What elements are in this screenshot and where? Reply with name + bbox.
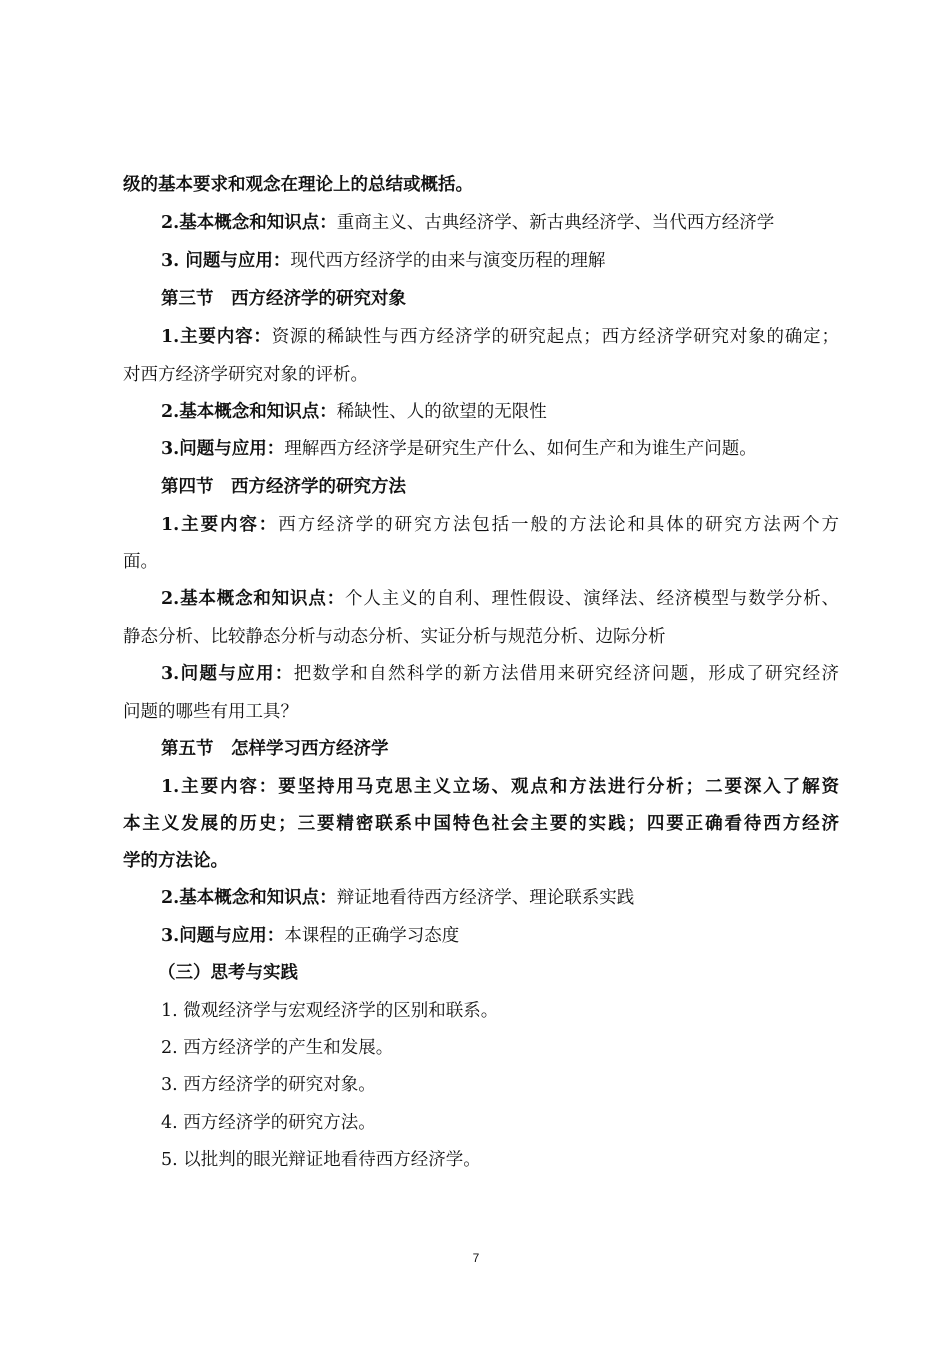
section-heading [161,474,839,500]
text: 稀缺性、人的欲望的无限性 [336,402,547,422]
label: 3.问题与应用： [161,439,285,459]
content-line [161,774,839,800]
list-item [161,1147,839,1173]
text: 把数学和自然科学的新方法借用来研究经济问题，形成了研究经济 [293,664,839,684]
question-continuation [123,699,839,725]
label: 3. 问题与应用： [161,251,291,271]
question-line [161,436,839,462]
label: 2.基本概念和知识点： [161,402,337,422]
concepts-line [161,210,839,236]
label: 1.主要内容： [161,515,279,535]
label: 2.基本概念和知识点： [161,589,346,609]
text: 理解西方经济学是研究生产什么、如何生产和为谁生产问题。 [284,439,757,459]
question-line [161,661,839,687]
label: 2.基本概念和知识点： [161,213,337,233]
text: 资源的稀缺性与西方经济学的研究起点；西方经济学研究对象的确定； [271,327,839,347]
label: 3.问题与应用： [161,926,285,946]
text: 1. 微观经济学与宏观经济学的区别和联系。 [161,1001,499,1021]
list-item [161,1072,839,1098]
concepts-continuation [123,624,839,650]
question-line [161,248,839,274]
content-continuation [123,811,839,837]
content-continuation [123,362,839,388]
text: 4. 西方经济学的研究方法。 [161,1113,376,1133]
page-number: 7 [472,1251,480,1265]
label: 3.问题与应用： [161,664,294,684]
text: 2. 西方经济学的产生和发展。 [161,1038,394,1058]
text: 第三节 西方经济学的研究对象 [161,289,406,309]
text: 本课程的正确学习态度 [284,926,460,946]
text: 西方经济学的研究方法包括一般的方法论和具体的研究方法两个方 [278,515,839,535]
label: 2.基本概念和知识点： [161,888,337,908]
text: 第四节 西方经济学的研究方法 [161,477,406,497]
text: 第五节 怎样学习西方经济学 [161,739,389,759]
text: 3. 西方经济学的研究对象。 [161,1075,376,1095]
list-item [161,1110,839,1136]
text: 面。 [123,552,158,572]
text: 级的基本要求和观念在理论上的总结或概括。 [123,175,473,195]
concepts-line [161,885,839,911]
text: 5. 以批判的眼光辩证地看待西方经济学。 [161,1150,481,1170]
content-line [161,512,839,538]
section-heading [161,286,839,312]
content-continuation [123,549,839,575]
list-item [161,1035,839,1061]
content-line [161,324,839,350]
concepts-line [161,399,839,425]
text: （三）思考与实践 [158,963,298,983]
subsection-heading [158,960,874,986]
text: 现代西方经济学的由来与演变历程的理解 [290,251,606,271]
text: 重商主义、古典经济学、新古典经济学、当代西方经济学 [336,213,775,233]
text: 个人主义的自利、理性假设、演绎法、经济模型与数学分析、 [345,589,839,609]
text: 对西方经济学研究对象的评析。 [123,365,368,385]
text: 辩证地看待西方经济学、理论联系实践 [336,888,635,908]
list-item [161,998,839,1024]
text: 问题的哪些有用工具？ [123,702,298,722]
concepts-line [161,586,839,612]
label: 1.主要内容： [161,327,272,347]
section-heading [161,736,839,762]
text: 学的方法论。 [123,851,228,871]
question-line [161,923,839,949]
paragraph-continuation [123,172,839,198]
text: 1.主要内容：要坚持用马克思主义立场、观点和方法进行分析；二要深入了解资 [161,777,839,797]
text: 静态分析、比较静态分析与动态分析、实证分析与规范分析、边际分析 [123,627,666,647]
text: 本主义发展的历史；三要精密联系中国特色社会主要的实践；四要正确看待西方经济 [123,814,839,834]
content-continuation [123,848,839,874]
